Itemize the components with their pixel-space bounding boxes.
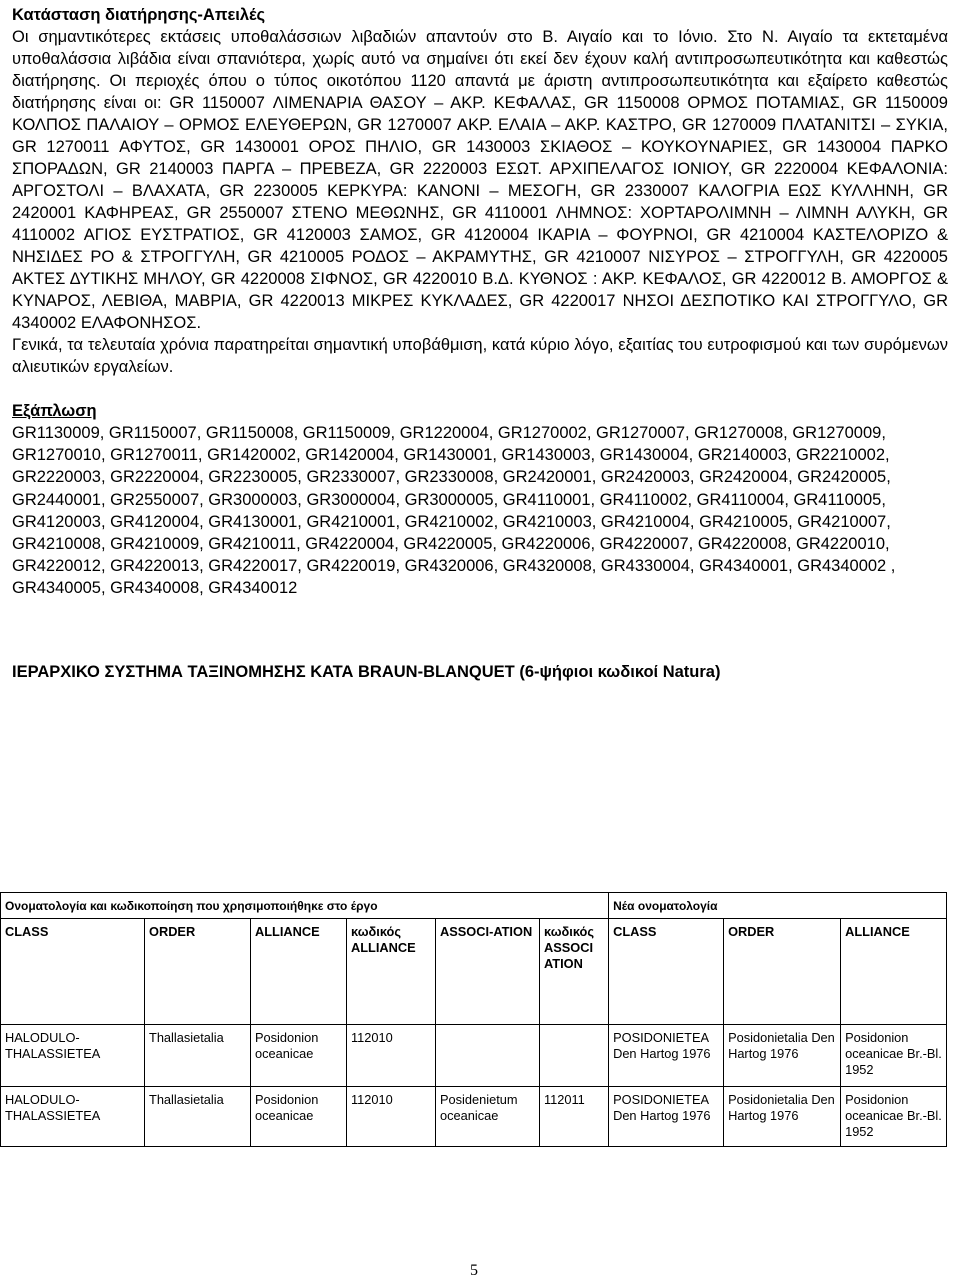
cell-new-class: POSIDONIETEA Den Hartog 1976 (609, 1087, 724, 1147)
cell-association: Posidenietum oceanicae (436, 1087, 540, 1147)
table-row (1, 1025, 947, 1087)
header-association: ASSOCI-ATION (436, 919, 540, 1025)
cell-alliance-code: 112010 (347, 1025, 436, 1087)
cell-alliance-code: 112010 (347, 1087, 436, 1147)
page-number: 5 (470, 1262, 478, 1279)
cell-association (436, 1025, 540, 1087)
group-header-project-nomenclature: Ονοματολογία και κωδικοποίηση που χρησιμοποιήθηκε στο έργο (1, 893, 609, 919)
cell-association-code (540, 1025, 609, 1087)
header-order: ORDER (145, 919, 251, 1025)
table-row (1, 1087, 947, 1147)
document-page (12, 4, 948, 684)
header-alliance: ALLIANCE (251, 919, 347, 1025)
cell-new-class: POSIDONIETEA Den Hartog 1976 (609, 1025, 724, 1087)
cell-order: Thallasietalia (145, 1025, 251, 1087)
section-heading-conservation-status: Κατάσταση διατήρησης-Απειλές (12, 6, 266, 24)
header-association-code: κωδικός ASSOCI ATION (540, 919, 609, 1025)
paragraph-degradation: Γενικά, τα τελευταία χρόνια παρατηρείται σημαντική υποβάθμιση, κατά κύριο λόγο, εξαιτίας του ευτροφισμού και των συρόμενων αλιευτικών εργαλείων. (12, 336, 948, 376)
group-header-new-nomenclature: Νέα ονοματολογία (609, 893, 947, 919)
cell-class: HALODULO-THALASSIETEA (1, 1087, 145, 1147)
cell-new-order: Posidonietalia Den Hartog 1976 (724, 1087, 841, 1147)
paragraph-conservation-areas: Οι σημαντικότερες εκτάσεις υποθαλάσσιων λιβαδιών απαντούν στο Β. Αιγαίο και το Ιόνιο. Στο Ν. Αιγαίο τα εκτεταμένα υποθαλάσσια λιβάδια είναι σπανιότερα, χωρίς αυτό να σημαίνει ότι εκεί δεν έχουν καλή αντιπροσωπευτικότητα και καθεστώς διατήρησης. Οι περιοχές όπου ο τύπος οικοτόπου 1120 απαντά με άριστη αντιπροσωπευτικότητα και εξαίρετο καθεστώς διατήρησης είναι οι: GR 1150007 ΛΙΜΕΝΑΡΙΑ ΘΑΣΟΥ – ΑΚΡ. ΚΕΦΑΛΑΣ, GR 1150008 ΟΡΜΟΣ ΠΟΤΑΜΙΑΣ, GR 1150009 ΚΟΛΠΟΣ ΠΑΛΑΙΟΥ – ΟΡΜΟΣ ΕΛΕΥΘΕΡΩΝ, GR 1270007 ΑΚΡ. ΕΛΑΙΑ – ΑΚΡ. ΚΑΣΤΡΟ, GR 1270009 ΠΛΑΤΑΝΙΤΣΙ – ΣΥΚΙΑ, GR 1270011 ΑΦΥΤΟΣ, GR 1430001 ΟΡΟΣ ΠΗΛΙΟ, GR 1430003 ΣΚΙΑΘΟΣ – ΚΟΥΚΟΥΝΑΡΙΕΣ, GR 1430004 ΠΑΡΚΟ ΣΠΟΡΑΔΩΝ, GR 2140003 ΠΑΡΓΑ – ΠΡΕΒΕΖΑ, GR 2220003 ΕΣΩΤ. ΑΡΧΙΠΕΛΑΓΟΣ ΙΟΝΙΟΥ, GR 2220004 ΚΕΦΑΛΟΝΙΑ: ΑΡΓΟΣΤΟΛΙ – ΒΛΑΧΑΤΑ, GR 2230005 ΚΕΡΚΥΡΑ: ΚΑΝΟΝΙ – ΜΕΣΟΓΗ, GR 2330007 ΚΑΛΟΓΡΙΑ ΕΩΣ ΚΥΛΛΗΝΗ, GR 2420001 ΚΑΦΗΡΕΑΣ, GR 2550007 ΣΤΕΝΟ ΜΕΘΩΝΗΣ, GR 4110001 ΛΗΜΝΟΣ: ΧΟΡΤΑΡΟΛΙΜΝΗ – ΛΙΜΝΗ ΑΛΥΚΗ, GR 4110002 ΑΓΙΟΣ ΕΥΣΤΡΑΤΙΟΣ, GR 4120003 ΣΑΜΟΣ, GR 4120004 ΙΚΑΡΙΑ – ΦΟΥΡΝΟΙ, GR 4210004 ΚΑΣΤΕΛΟΡΙΖΟ & ΝΗΣΙΔΕΣ ΡΟ & ΣΤΡΟΓΓΥΛΗ, GR 4210005 ΡΟΔΟΣ – ΑΚΡΑΜΥΤΗΣ, GR 4210007 ΝΙΣΥΡΟΣ – ΣΤΡΟΓΓΥΛΗ, GR 4220005 ΑΚΤΕΣ ΔΥΤΙΚΗΣ ΜΗΛΟΥ, GR 4220008 ΣΙΦΝΟΣ, GR 4220010 Β.Δ. ΚΥΘΝΟΣ : ΑΚΡ. ΚΕΦΑΛΟΣ, GR 4220012 Β. ΑΜΟΡΓΟΣ & ΚΥΝΑΡΟΣ, ΛΕΒΙΘΑ, ΜΑΒΡΙΑ, GR 4220013 ΜΙΚΡΕΣ ΚΥΚΛΑΔΕΣ, GR 4220017 ΝΗΣΟΙ ΔΕΣΠΟΤΙΚΟ ΚΑΙ ΣΤΡΟΓΓΥΛΟ, GR 4340002 ΕΛΑΦΟΝΗΣΟΣ. (12, 28, 948, 332)
header-new-alliance: ALLIANCE (841, 919, 947, 1025)
cell-alliance: Posidonion oceanicae (251, 1025, 347, 1087)
header-new-class: CLASS (609, 919, 724, 1025)
cell-order: Thallasietalia (145, 1087, 251, 1147)
cell-association-code: 112011 (540, 1087, 609, 1147)
classification-system-title: ΙΕΡΑΡΧΙΚΟ ΣΥΣΤΗΜΑ ΤΑΞΙΝΟΜΗΣΗΣ ΚΑΤΑ BRAUN-BLANQUET (6-ψήφιοι κωδικοί Natura) (12, 662, 721, 681)
cell-new-alliance: Posidonion oceanicae Br.-Bl. 1952 (841, 1087, 947, 1147)
cell-class: HALODULO-THALASSIETEA (1, 1025, 145, 1087)
table-column-header-row (1, 919, 947, 1025)
cell-new-alliance: Posidonion oceanicae Br.-Bl. 1952 (841, 1025, 947, 1087)
table-group-header-row (1, 893, 947, 919)
header-class: CLASS (1, 919, 145, 1025)
header-alliance-code: κωδικός ALLIANCE (347, 919, 436, 1025)
cell-new-order: Posidonietalia Den Hartog 1976 (724, 1025, 841, 1087)
cell-alliance: Posidonion oceanicae (251, 1087, 347, 1147)
classification-table (0, 892, 947, 1147)
distribution-site-codes: GR1130009, GR1150007, GR1150008, GR1150009, GR1220004, GR1270002, GR1270007, GR1270008, GR1270009, GR1270010, GR1270011, GR1420002, GR1420004, GR1430001, GR1430003, GR1430004, GR2140003, GR2210002, GR2220003, GR2220004, GR2230005, GR2330007, GR2330008, GR2420001, GR2420003, GR2420004, GR2420005, GR2440001, GR2550007, GR3000003, GR3000004, GR3000005, GR4110001, GR4110002, GR4110004, GR4110005, GR4120003, GR4120004, GR4130001, GR4210001, GR4210002, GR4210003, GR4210004, GR4210005, GR4210007, GR4210008, GR4210009, GR4210011, GR4220004, GR4220005, GR4220006, GR4220007, GR4220008, GR4220010, GR4220012, GR4220013, GR4220017, GR4220019, GR4320006, GR4320008, GR4330004, GR4340001, GR4340002 , GR4340005, GR4340008, GR4340012 (12, 424, 896, 598)
header-new-order: ORDER (724, 919, 841, 1025)
section-heading-distribution: Εξάπλωση (12, 402, 97, 420)
